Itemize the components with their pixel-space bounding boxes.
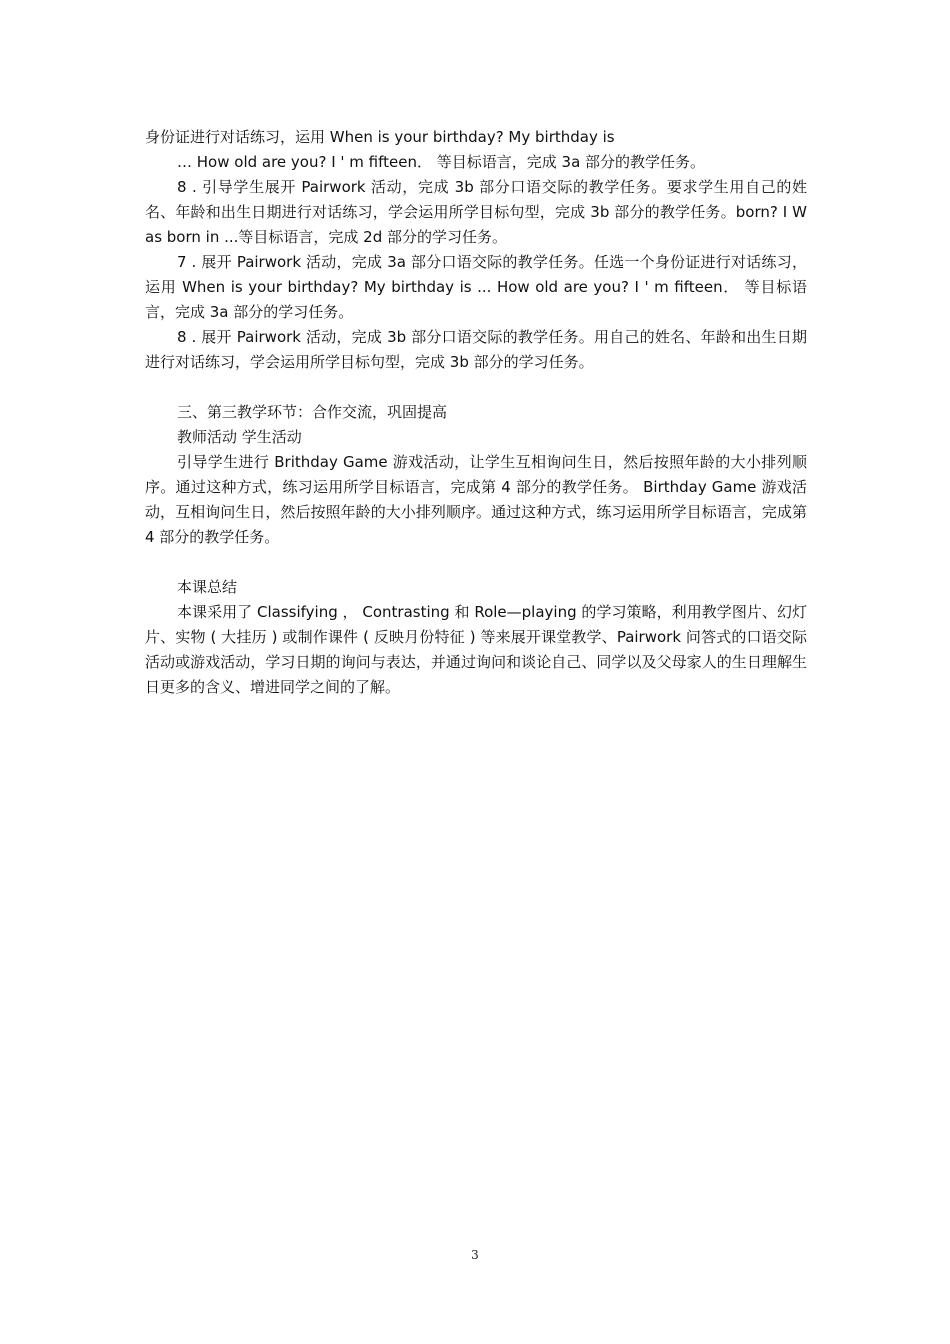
paragraph-summary: 本课采用了 Classifying ， Contrasting 和 Role—playing 的学习策略，利用教学图片、幻灯片、实物 ( 大挂历 ) 或制作课件 ( 反映月份特征 ) 等来展开课堂教学、Pairwork 问答式的口语交际活动或游戏活动，学习日期的询问与表达，并通过询问和谈论自己、同学以及父母家人的生日理解生日更多的含义、增进同学之间的了解。 [145, 603, 807, 696]
activity-columns-label: 教师活动 学生活动 [177, 428, 302, 446]
paragraph-birthday-game: 引导学生进行 Brithday Game 游戏活动，让学生互相询问生日，然后按照年龄的大小排列顺序。通过这种方式，练习运用所学目标语言，完成第 4 部分的教学任务。 Birthday Game 游戏活动，互相询问生日，然后按照年龄的大小排列顺序。通过这种方式，练习运用所学目标语言，完成第 4 部分的教学任务。 [145, 453, 807, 546]
paragraph-continuation: 身份证进行对话练习，运用 When is your birthday? My birthday is [145, 128, 615, 146]
paragraph-dialogue-continuation: … How old are you? I ' m fifteen． 等目标语言，完成 3a 部分的教学任务。 [177, 153, 706, 171]
blank-line [145, 550, 807, 575]
section-heading-third-stage: 三、第三教学环节：合作交流，巩固提高 [177, 403, 448, 421]
blank-line [145, 375, 807, 400]
paragraph-step-8-teacher: 8 . 引导学生展开 Pairwork 活动，完成 3b 部分口语交际的教学任务。要求学生用自己的姓名、年龄和出生日期进行对话练习，学会运用所学目标句型，完成 3b 部分的教学任务。born? I Was born in ...等目标语言，完成 2d 部分的学习任务。 [145, 178, 807, 246]
summary-heading: 本课总结 [177, 578, 238, 596]
paragraph-step-7: 7 . 展开 Pairwork 活动，完成 3a 部分口语交际的教学任务。任选一个身份证进行对话练习，运用 When is your birthday? My birthday is ... How old are you? I ' m fifteen． 等目标语言，完成 3a 部分的学习任务。 [145, 253, 807, 321]
page-number: 3 [471, 1248, 479, 1262]
document-body [145, 125, 807, 700]
paragraph-step-8-student: 8 . 展开 Pairwork 活动，完成 3b 部分口语交际的教学任务。用自己的姓名、年龄和出生日期进行对话练习，学会运用所学目标句型，完成 3b 部分的学习任务。 [145, 328, 807, 371]
